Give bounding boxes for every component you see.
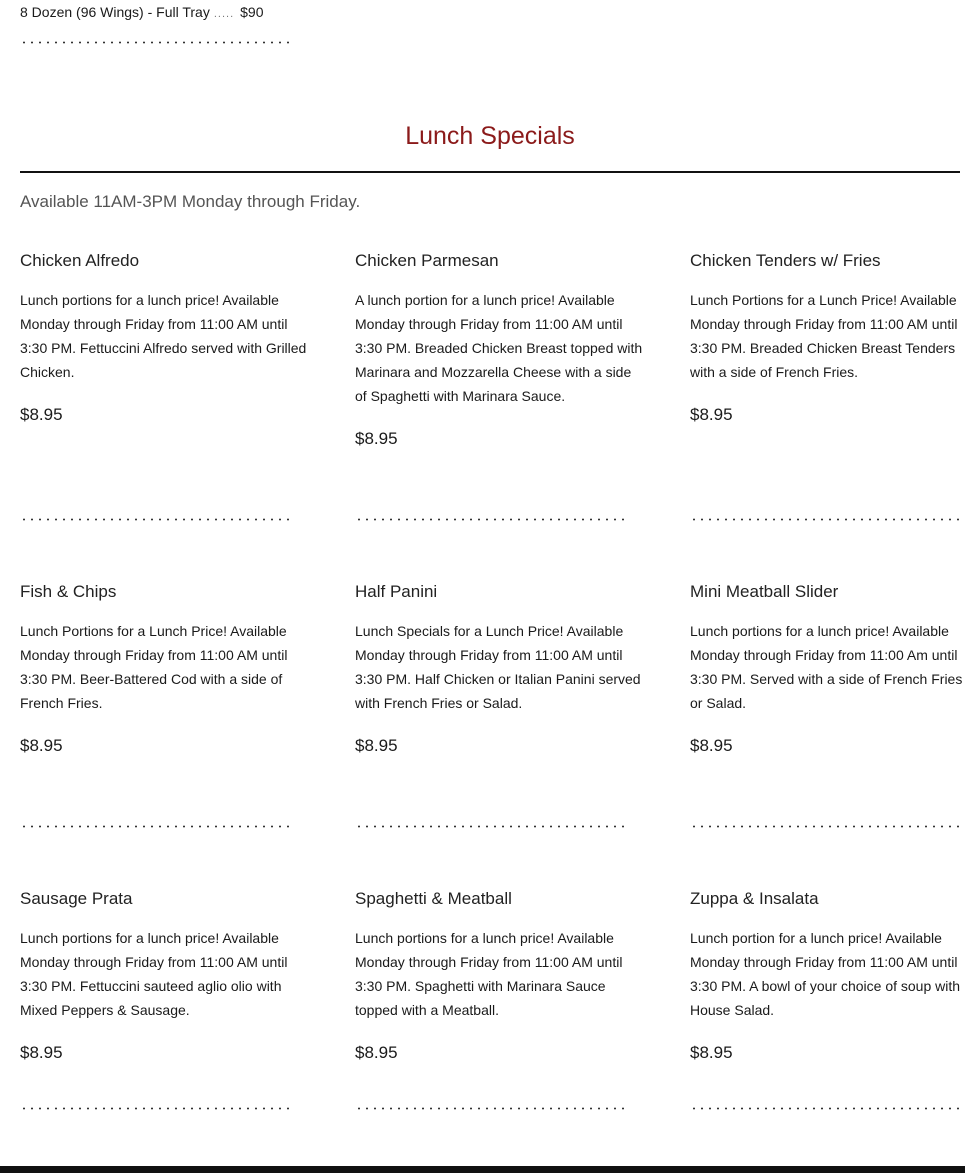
menu-item-price: $8.95 <box>20 405 63 424</box>
menu-item-price: $8.95 <box>690 736 733 755</box>
menu-item-title: Zuppa & Insalata <box>690 889 819 908</box>
menu-item-description: Lunch portions for a lunch price! Available Monday through Friday from 11:00 AM until 3:30 PM. Spaghetti with Marinara Sauce topped with a Meatball. <box>355 930 623 1018</box>
menu-item-description: Lunch portions for a lunch price! Available Monday through Friday from 11:00 Am until 3:30 PM. Served with a side of French Fries or Salad. <box>690 623 963 711</box>
menu-item-name: 8 Dozen (96 Wings) - Full Tray <box>20 4 210 20</box>
menu-item-description: Lunch portion for a lunch price! Available Monday through Friday from 11:00 AM until 3:30 PM. A bowl of your choice of soup with House Salad. <box>690 930 961 1018</box>
section-divider <box>20 171 960 173</box>
menu-item-title: Spaghetti & Meatball <box>355 889 512 908</box>
menu-card-half-panini <box>355 581 645 757</box>
menu-item-wings-full-tray <box>20 4 263 20</box>
menu-item-price: $90 <box>240 4 264 20</box>
menu-item-description: A lunch portion for a lunch price! Available Monday through Friday from 11:00 AM until 3:30 PM. Breaded Chicken Breast topped with Marinara and Mozzarella Cheese with a side of Spaghetti with Marinara Sauce. <box>355 292 643 404</box>
menu-card-chicken-alfredo <box>20 250 310 426</box>
menu-card-spaghetti-meatball <box>355 888 645 1064</box>
dotted-divider <box>355 1107 625 1110</box>
menu-item-price: $8.95 <box>355 1043 398 1062</box>
section-title: Lunch Specials <box>405 122 575 150</box>
menu-item-description: Lunch Portions for a Lunch Price! Available Monday through Friday from 11:00 AM until 3:30 PM. Beer-Battered Cod with a side of French Fries. <box>20 623 288 711</box>
menu-item-title: Sausage Prata <box>20 889 133 908</box>
menu-item-title: Chicken Alfredo <box>20 251 140 270</box>
dotted-divider <box>20 1107 290 1110</box>
menu-item-title: Chicken Parmesan <box>355 251 499 270</box>
menu-item-price: $8.95 <box>355 429 398 448</box>
menu-item-description: Lunch portions for a lunch price! Available Monday through Friday from 11:00 AM until 3:30 PM. Fettuccini Alfredo served with Grilled Chicken. <box>20 292 307 380</box>
menu-item-title: Mini Meatball Slider <box>690 582 839 601</box>
menu-card-chicken-tenders <box>690 250 965 426</box>
dotted-divider <box>355 825 625 828</box>
dotted-divider <box>690 1107 965 1110</box>
menu-item-price: $8.95 <box>20 1043 63 1062</box>
menu-item-price: $8.95 <box>355 736 398 755</box>
section-availability-note: Available 11AM-3PM Monday through Friday. <box>20 192 361 211</box>
dotted-divider <box>20 41 290 44</box>
menu-item-price: $8.95 <box>20 736 63 755</box>
menu-card-mini-meatball-slider <box>690 581 965 757</box>
menu-item-price: $8.95 <box>690 405 733 424</box>
menu-item-title: Chicken Tenders w/ Fries <box>690 251 881 270</box>
menu-card-chicken-parmesan <box>355 250 645 450</box>
dotted-divider <box>690 825 965 828</box>
menu-item-description: Lunch portions for a lunch price! Available Monday through Friday from 11:00 AM until 3:30 PM. Fettuccini sauteed aglio olio with Mixed Peppers & Sausage. <box>20 930 288 1018</box>
menu-item-description: Lunch Portions for a Lunch Price! Available Monday through Friday from 11:00 AM until 3:30 PM. Breaded Chicken Breast Tenders with a side of French Fries. <box>690 292 958 380</box>
leader-dots: ..... <box>213 8 235 20</box>
dotted-divider <box>20 518 290 521</box>
menu-card-zuppa-insalata <box>690 888 965 1064</box>
menu-item-description: Lunch Specials for a Lunch Price! Available Monday through Friday from 11:00 AM until 3:30 PM. Half Chicken or Italian Panini served with French Fries or Salad. <box>355 623 641 711</box>
menu-card-sausage-prata <box>20 888 310 1064</box>
menu-item-price: $8.95 <box>690 1043 733 1062</box>
dotted-divider <box>690 518 965 521</box>
dotted-divider <box>20 825 290 828</box>
menu-item-title: Fish & Chips <box>20 582 117 601</box>
dotted-divider <box>355 518 625 521</box>
menu-item-title: Half Panini <box>355 582 438 601</box>
footer-bar <box>0 1166 965 1173</box>
menu-card-fish-chips <box>20 581 310 757</box>
